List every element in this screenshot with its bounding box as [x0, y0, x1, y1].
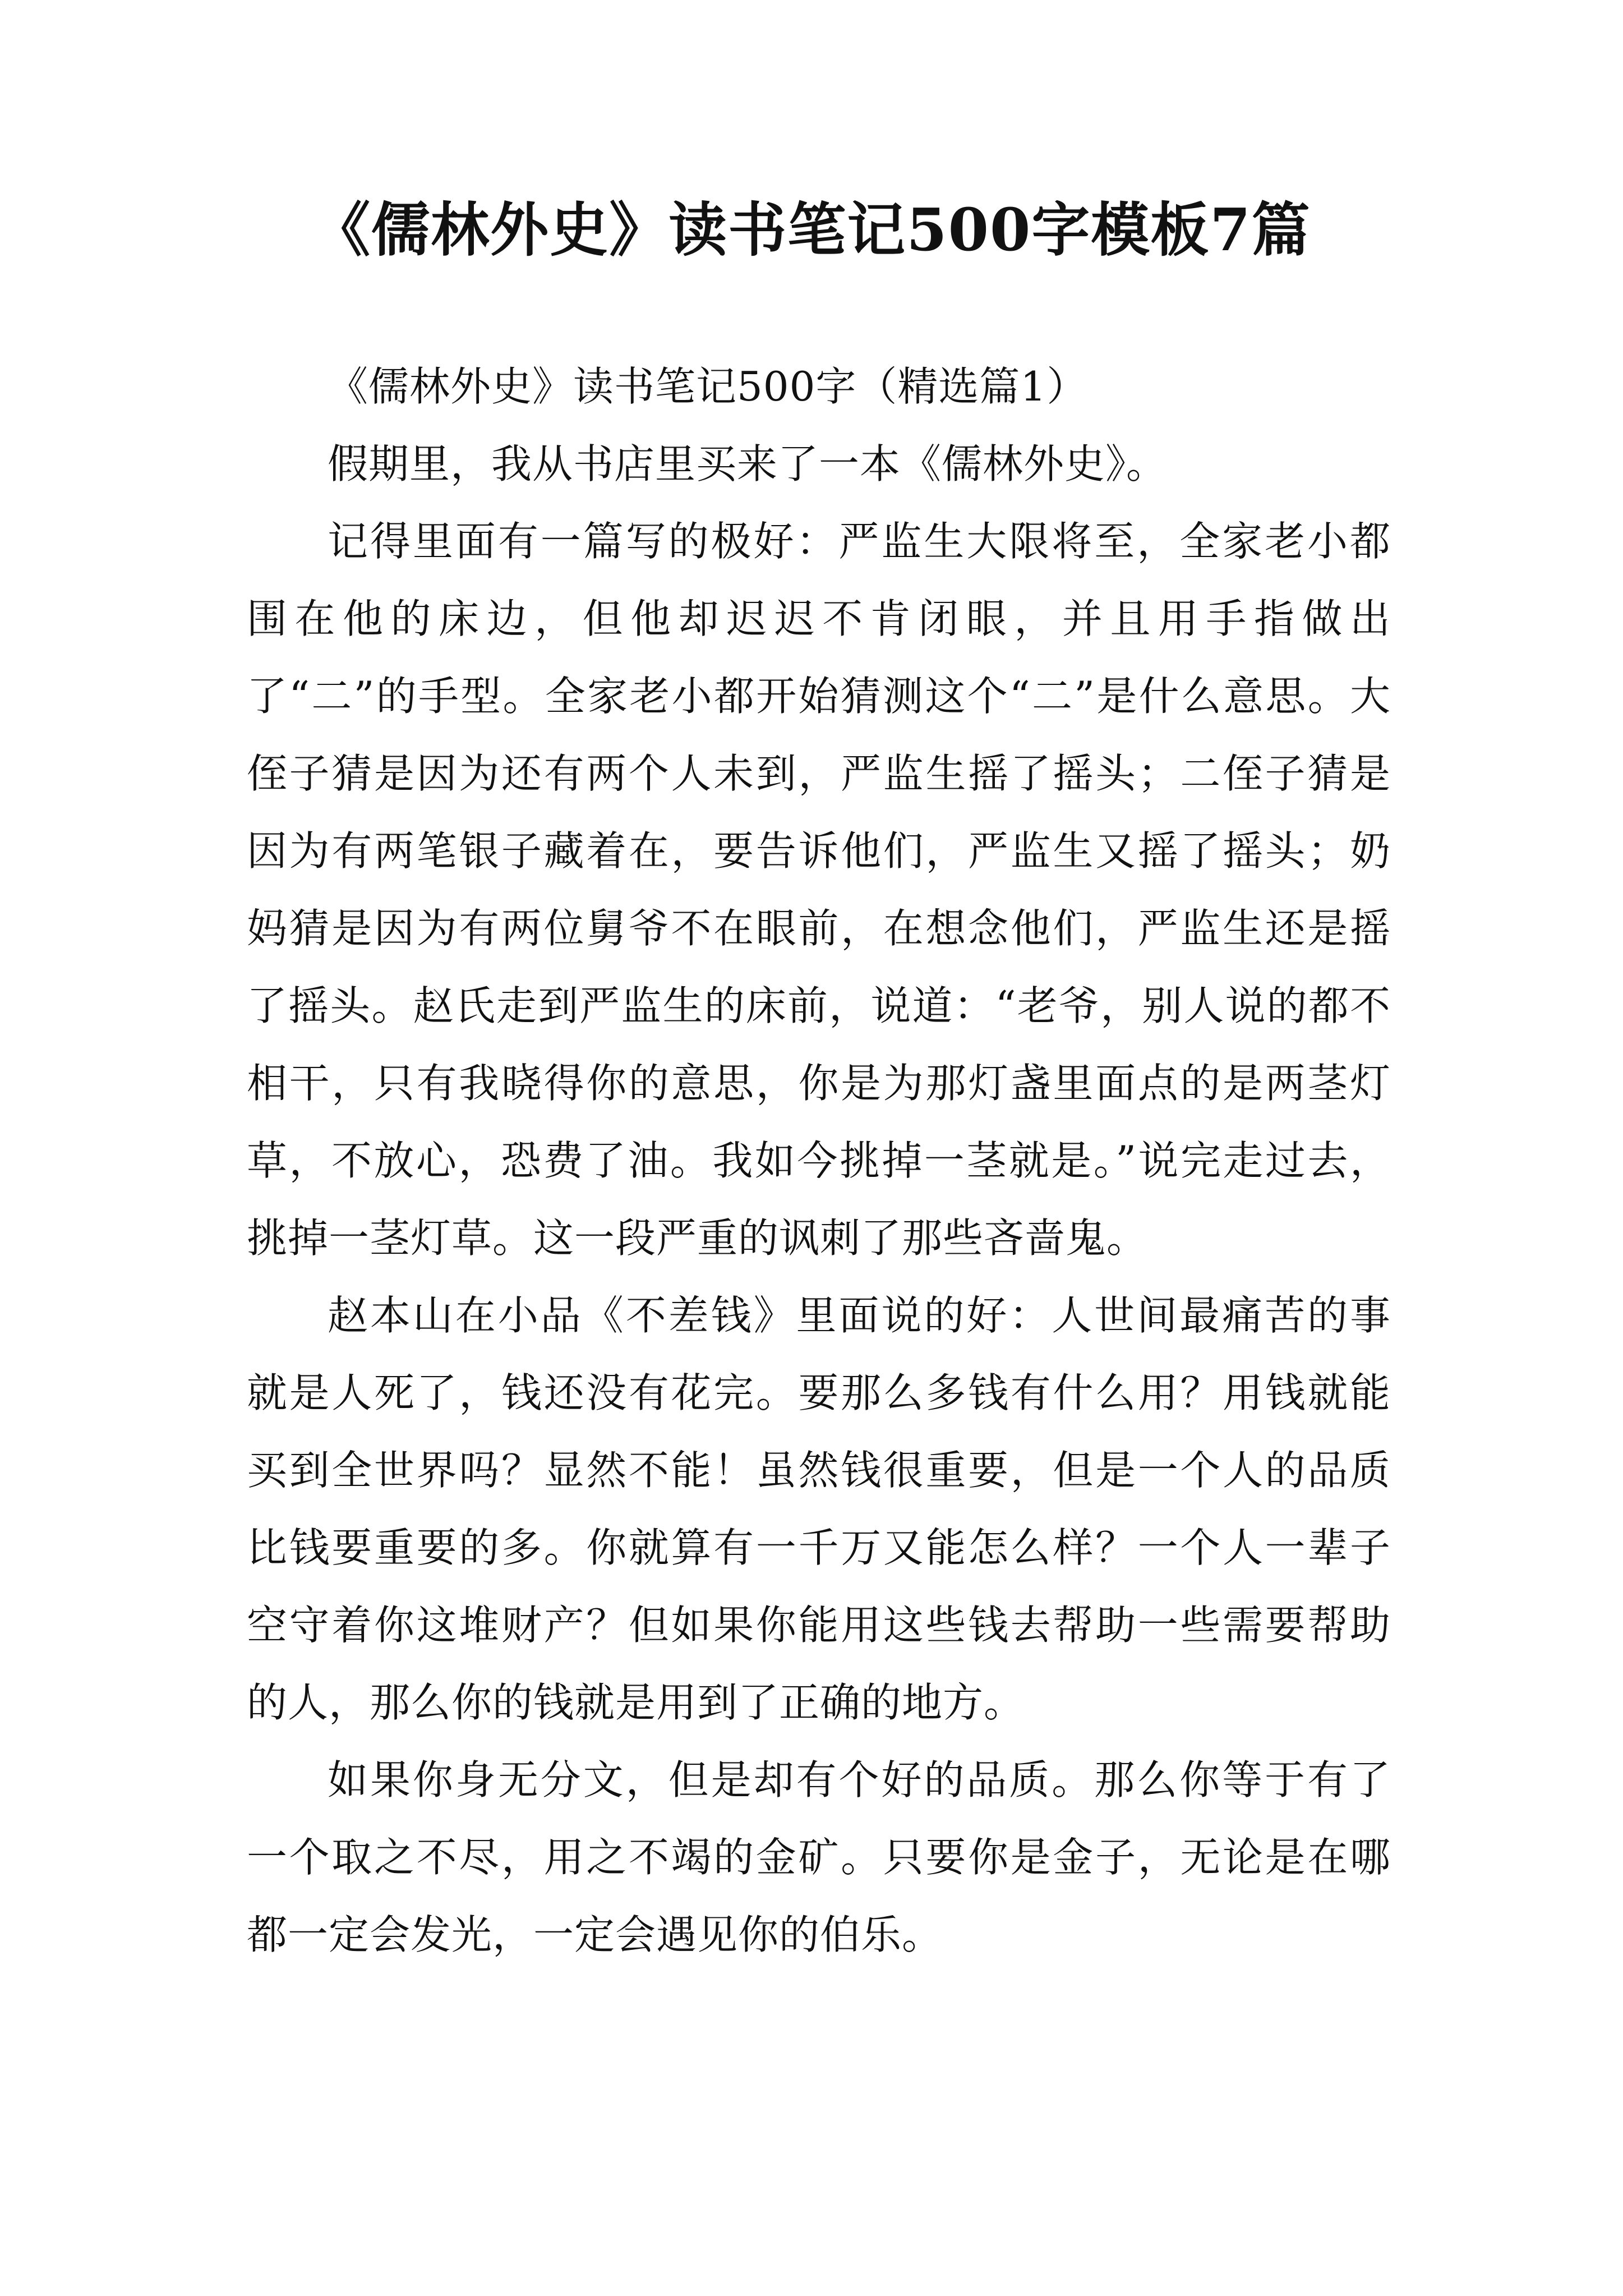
paragraph-story: 记得里面有一篇写的极好：严监生大限将至，全家老小都围在他的床边，但他却迟迟不肯闭眼，并且用手指做出了“二”的手型。全家老小都开始猜测这个“二”是什么意思。大侄子猜是因为还有两个人未到，严监生摇了摇头；二侄子猜是因为有两笔银子藏着在，要告诉他们，严监生又摇了摇头；奶妈猜是因为有两位舅爷不在眼前，在想念他们，严监生还是摇了摇头。赵氏走到严监生的床前，说道：“老爷，别人说的都不相干，只有我晓得你的意思，你是为那灯盏里面点的是两茎灯草，不放心，恐费了油。我如今挑掉一茎就是。”说完走过去，挑掉一茎灯草。这一段严重的讽刺了那些吝啬鬼。	[247, 518, 1391, 1262]
document-body	[247, 348, 1391, 1973]
section-heading: 《儒林外史》读书笔记500字（精选篇1）	[328, 363, 1088, 410]
paragraph-conclusion: 如果你身无分文，但是却有个好的品质。那么你等于有了一个取之不尽，用之不竭的金矿。只要你是金子，无论是在哪都一定会发光，一定会遇见你的伯乐。	[247, 1756, 1391, 1958]
document-title: 《儒林外史》读书笔记500字模板7篇	[312, 195, 1311, 264]
paragraph-intro: 假期里，我从书店里买来了一本《儒林外史》。	[328, 440, 1168, 487]
paragraph-reflection: 赵本山在小品《不差钱》里面说的好：人世间最痛苦的事就是人死了，钱还没有花完。要那么多钱有什么用？用钱就能买到全世界吗？显然不能！虽然钱很重要，但是一个人的品质比钱要重要的多。你就算有一千万又能怎么样？一个人一辈子空守着你这堆财产？但如果你能用这些钱去帮助一些需要帮助的人，那么你的钱就是用到了正确的地方。	[247, 1292, 1391, 1726]
